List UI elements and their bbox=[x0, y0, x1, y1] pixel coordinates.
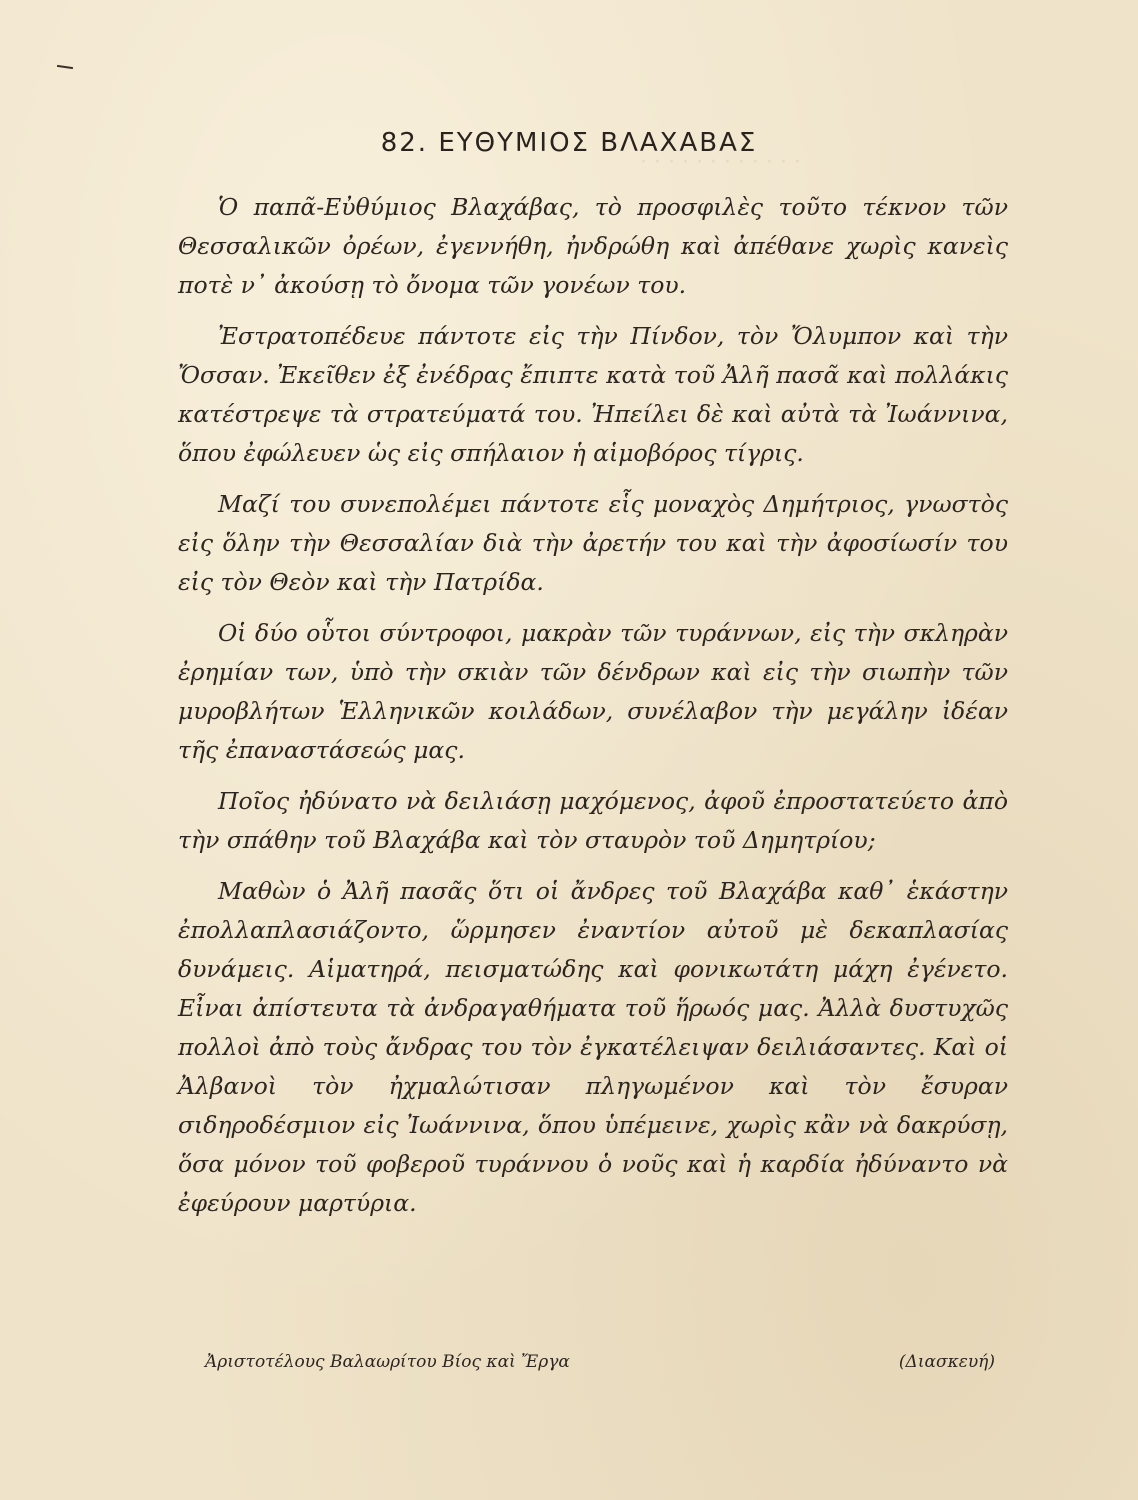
margin-mark bbox=[57, 65, 73, 69]
bleed-through: · · · · · · · · · · · · bbox=[640, 150, 801, 175]
page-title: 82. ΕΥΘΥΜΙΟΣ ΒΛΑΧΑΒΑΣ bbox=[380, 128, 758, 158]
paragraph-3: Μαζί του συνεπολέμει πάντοτε εἷς μοναχὸς Δημήτριος, γνωστὸς εἰς ὅλην τὴν Θεσσαλίαν διὰ τὴν ἀρετήν του καὶ τὴν ἀφοσίωσίν του εἰς τὸν Θεὸν καὶ τὴν Πατρίδα. bbox=[178, 490, 1008, 596]
paragraph-2: Ἐστρατοπέδευε πάντοτε εἰς τὴν Πίνδον, τὸν Ὄλυμπον καὶ τὴν Ὄσσαν. Ἐκεῖθεν ἐξ ἐνέδρας ἔπιπτε κατὰ τοῦ Ἀλῆ πασᾶ καὶ πολλάκις κατέστρεψε τὰ στρατεύματά του. Ἠπείλει δὲ καὶ αὐτὰ τὰ Ἰωάννινα, ὅπου ἐφώλευεν ὡς εἰς σπήλαιον ἡ αἱμοβόρος τίγρις. bbox=[178, 322, 1008, 467]
paragraph-4: Οἱ δύο οὗτοι σύντροφοι, μακρὰν τῶν τυράννων, εἰς τὴν σκληρὰν ἐρημίαν των, ὑπὸ τὴν σκιὰν τῶν δένδρων καὶ εἰς τὴν σιωπὴν τῶν μυροβλήτων Ἑλληνικῶν κοιλάδων, συνέλαβον τὴν μεγάλην ἰδέαν τῆς ἐπαναστάσεώς μας. bbox=[178, 619, 1008, 764]
footer bbox=[205, 1352, 995, 1372]
adaptation-note: (Διασκευή) bbox=[898, 1352, 995, 1372]
body-text bbox=[178, 188, 1008, 1235]
paragraph-6: Μαθὼν ὁ Ἀλῆ πασᾶς ὅτι οἱ ἄνδρες τοῦ Βλαχάβα καθ᾿ ἑκάστην ἐπολλαπλασιάζοντο, ὥρμησεν ἐναντίον αὐτοῦ μὲ δεκαπλασίας δυνάμεις. Αἱματηρά, πεισματώδης καὶ φονικωτάτη μάχη ἐγένετο. Εἶναι ἀπίστευτα τὰ ἀνδραγαθήματα τοῦ ἥρωός μας. Ἀλλὰ δυστυχῶς πολλοὶ ἀπὸ τοὺς ἄνδρας του τὸν ἐγκατέλειψαν δειλιάσαντες. Καὶ οἱ Ἀλβανοὶ τὸν ἠχμαλώτισαν πληγωμένον καὶ τὸν ἔσυραν σιδηροδέσμιον εἰς Ἰωάννινα, ὅπου ὑπέμεινε, χωρὶς κἂν νὰ δακρύσῃ, ὅσα μόνον τοῦ φοβεροῦ τυράννου ὁ νοῦς καὶ ἡ καρδία ἠδύναντο νὰ ἐφεύρουν μαρτύρια. bbox=[178, 877, 1008, 1217]
paragraph-1: Ὁ παπᾶ-Εὐθύμιος Βλαχάβας, τὸ προσφιλὲς τοῦτο τέκνον τῶν Θεσσαλικῶν ὀρέων, ἐγεννήθη, ἠνδρώθη καὶ ἀπέθανε χωρὶς κανεὶς ποτὲ ν᾿ ἀκούσῃ τὸ ὄνομα τῶν γονέων του. bbox=[178, 193, 1008, 299]
paragraph-5: Ποῖος ἠδύνατο νὰ δειλιάσῃ μαχόμενος, ἀφοῦ ἐπροστατεύετο ἀπὸ τὴν σπάθην τοῦ Βλαχάβα καὶ τὸν σταυρὸν τοῦ Δημητρίου; bbox=[178, 787, 1008, 854]
source-citation: Ἀριστοτέλους Βαλαωρίτου Βίος καὶ Ἔργα bbox=[205, 1352, 570, 1372]
